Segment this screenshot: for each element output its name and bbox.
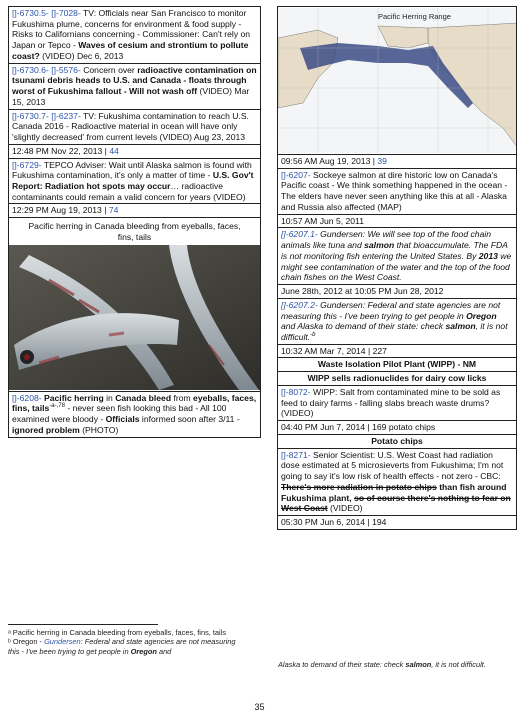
entry-id-link[interactable]: []-6207.1- [281,229,318,240]
section-heading: WIPP sells radionuclides for dairy cow licks [277,372,517,386]
photo-caption: Pacific herring in Canada bleeding from eyeballs, faces, fins, tails [28,221,241,242]
entry-id-link[interactable]: []-6208- [12,392,42,403]
section-heading: Potato chips [277,435,517,449]
entry-6207-2 [277,299,517,345]
text: ᵇ Oregon - [8,637,45,647]
entry-text: TEPCO Adviser: Wait until Alaska salmon is found with Fukushima contamination, it's only a matter of time - [12,159,252,181]
text: from [171,392,194,403]
footnote-b [8,637,248,656]
text: informed soon after 3/11 - [139,414,240,425]
text: : Federal and state agencies are not measuring this - I've been trying to get people in [8,637,236,656]
entry-text: TV: Fukushima contamination to reach U.S. Canada 2016 - Radioactive material in ocean will have only 'slightly decreased' from current levels (VIDEO) Aug 23, 2013 [12,110,249,143]
timestamp-row [277,155,517,169]
timestamp: 10:57 AM Jun 5, 2011 [281,215,364,226]
entry-bold: U.S. Gov't Report: Radiation hot spots may occur [12,170,254,192]
footnote-b-continued [278,660,508,669]
herring-photo [9,245,260,390]
entry-6207-1 [277,228,517,285]
text: - never seen fish looking this bad - All 100 examined were bloody - [12,403,227,425]
footnote-divider [8,624,158,625]
entry-6730-6 [8,64,261,110]
timestamp: June 28th, 2012 at 10:05 PM Jun 28, 2012 [281,286,444,297]
bold-text: salmon [405,660,432,669]
bold-text: salmon [364,240,395,251]
text: (PHOTO) [79,424,119,435]
entry-id-link[interactable]: []-8072- [281,386,311,397]
entry-text: Sockeye salmon at dire historic low on Canada's Pacific coast - We think something happened in the ocean - The elders have never seen anything like this at all - Alaska and Russia also affected (MAP) [281,169,508,212]
section-heading: Waste Isolation Pilot Plant (WIPP) - NM [277,358,517,372]
map-block [277,6,517,155]
bold-text: salmon [445,321,476,332]
entry-id-link[interactable]: []-6237- [51,110,81,121]
entry-tail: (VIDEO) Dec 6, 2013 [39,50,124,61]
entry-id-link[interactable]: []-6207- [281,169,311,180]
entry-id-link[interactable]: []-6207.2- [281,299,318,310]
timestamp: 04:40 PM Jun 7, 2014 | 169 potato chips [281,422,436,433]
entry-id-link[interactable]: []-5576- [51,64,81,75]
entry-6207 [277,169,517,215]
bold-text: Officials [105,414,140,425]
entry-text: Senior Scientist: U.S. West Coast had radiation dose estimated at 5 microsieverts from Fukushima; I'm not going to say it's low risk of health effects - not zero - CBC: [281,449,504,482]
entry-id-link[interactable]: []-6730.5- [12,8,49,18]
text: , it is not difficult. [431,660,486,669]
map-title: Pacific Herring Range [378,12,451,21]
timestamp-row [277,421,517,435]
timestamp: 12:48 PM Nov 22, 2013 | [12,145,110,156]
entry-8271 [277,449,517,516]
right-column [277,6,517,530]
count-link[interactable]: 44 [109,145,119,156]
page-number: 35 [254,702,265,712]
text: Gundersen: Federal and state agencies are not measuring this - I've been trying to get people in [281,299,501,321]
footnotes-left [8,628,248,656]
struck-text: so of course there's nothing to fear on West Coast [281,492,511,514]
entry-tail: … radioactive contaminants could remain a valid concern for years (VIDEO) [12,181,246,202]
timestamp-row [277,516,517,530]
timestamp-row [8,204,261,218]
entry-id-link[interactable]: []-6730.7- [12,110,49,121]
entry-8072 [277,386,517,421]
left-column [8,6,261,438]
entry-id-link[interactable]: []-6729- [12,159,42,170]
text: Gundersen [44,637,81,647]
count-link[interactable]: 39 [377,156,387,166]
entry-id-link[interactable]: []-7028- [51,8,81,18]
text: that bioaccumulate. The FDA is not monitoring fish entering the United States. By [281,240,508,261]
struck-text: There's more radiation in potato chips [281,481,437,492]
text: we might see contamination of the water and the top of the food chain fishes on the West Coast. [281,250,512,283]
footnote-ref: -a-,78 [49,403,65,410]
bold-text: Oregon [466,310,497,321]
entry-bold: Waves of cesium and strontium to pollute coast? [12,40,249,61]
footnote-ref: -b [310,332,316,339]
entry-text: TV: Officials near San Francisco to monitor Fukushima plume, concerns for environment & food supply - Risks to Californians concerning - Commissioner: Can't rely on Japan or Tepco - [12,8,251,51]
entry-6730-7 [8,110,261,145]
bold-text: Oregon [130,646,157,656]
bold-text: 2013 [478,250,498,261]
timestamp: 09:56 AM Aug 19, 2013 | [281,156,378,166]
bold-text: ignored problem [12,424,80,435]
bold-text: eyeballs, faces, fins, tails [12,392,257,414]
text: , it is not difficult. [281,321,508,343]
timestamp-row [277,215,517,229]
entry-6730-5 [8,6,261,64]
entry-id-link[interactable]: []-6730.6- [12,64,49,75]
herring-range-map [278,8,516,153]
text: and [156,646,172,656]
entry-text: Concern over [80,64,138,75]
timestamp: 10:32 AM Mar 7, 2014 | 227 [281,345,387,356]
text: Gundersen: We will see top of the food chain animals like tuna and [281,229,492,251]
entry-bold: radioactive contamination on tsunami debris heads to U.S. and Canada - floats through worst of Fukushima fallout - Will not wash off [12,64,257,97]
text: in [103,392,116,403]
herring-photo-block [8,218,261,391]
bold-text: Canada bleed [115,392,172,403]
timestamp-row [8,145,261,159]
footnote-a: ᵃ Pacific herring in Canada bleeding from eyeballs, faces, fins, tails [8,628,227,637]
timestamp-row [277,285,517,299]
entry-id-link[interactable]: []-8271- [281,449,311,460]
text: and Alaska to demand of their state: check [281,321,446,332]
entry-6729 [8,159,261,205]
bold-text: Pacific herring [41,392,104,403]
footnotes [8,624,508,669]
text: Alaska to demand of their state: check [278,660,406,669]
timestamp-row [277,345,517,359]
pacific-map-icon [278,8,516,153]
timestamp: 05:30 PM Jun 6, 2014 | 194 [281,517,387,528]
bold-text: than fish around Fukushima plant, [281,481,507,503]
entry-6208 [8,392,261,438]
count-link[interactable]: 74 [108,205,119,216]
entry-text: WIPP: Salt from contaminated mine to be sold as feed to dairy farms - falling slabs breach waste drums? (VIDEO) [281,386,501,419]
entry-tail: (VIDEO) [327,503,363,514]
entry-tail: (VIDEO) Mar 15, 2013 [12,86,250,107]
timestamp: 12:29 PM Aug 19, 2013 | [12,205,109,216]
fish-image-icon [9,245,260,390]
